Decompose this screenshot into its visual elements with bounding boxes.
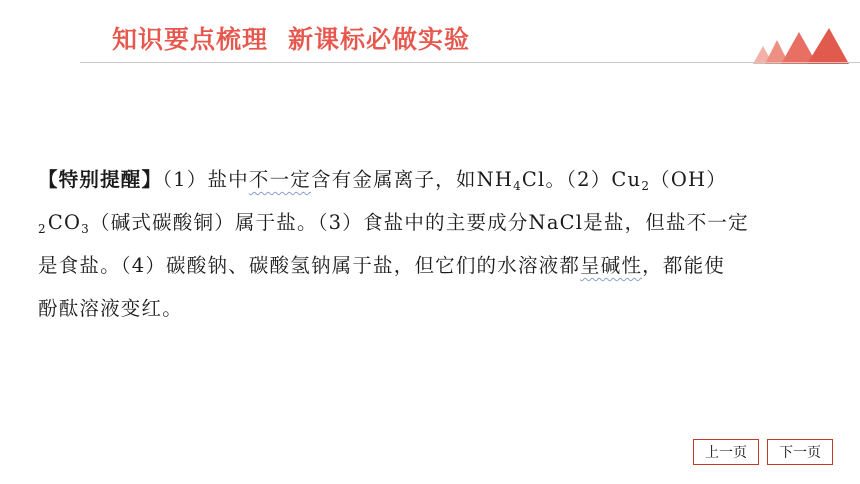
subscript: 3 <box>81 222 90 236</box>
header-divider <box>80 62 860 63</box>
text-segment: CO <box>47 211 82 234</box>
special-reminder-label: 【特别提醒】 <box>38 168 163 191</box>
emphasis-wavy: 不一定 <box>248 168 311 191</box>
text-segment: 酚酞溶液变红。 <box>38 297 183 320</box>
text-segment: （1）盐中 <box>162 168 249 191</box>
text-segment: （碱式碳酸铜）属于盐。（3）食盐中的主要成分NaCl是盐，但盐不一定 <box>90 211 749 234</box>
text-segment: Cl。（2）Cu <box>521 168 642 191</box>
next-page-button[interactable]: 下一页 <box>767 439 833 465</box>
subscript: 4 <box>513 179 522 193</box>
header-title-part2: 新课标必做实验 <box>288 25 471 54</box>
text-segment: ，都能使 <box>642 254 725 277</box>
text-line-1 <box>38 158 828 201</box>
header-title <box>112 20 470 56</box>
subscript: 2 <box>38 222 47 236</box>
text-segment: 含有金属离子，如NH <box>310 168 514 191</box>
text-segment: （OH） <box>650 168 727 191</box>
text-line-2 <box>38 201 828 244</box>
subscript: 2 <box>641 179 651 193</box>
prev-page-button[interactable]: 上一页 <box>693 439 759 465</box>
header-title-part1: 知识要点梳理 <box>112 25 269 54</box>
text-line-3 <box>38 244 828 287</box>
text-segment: 是食盐。（4）碳酸钠、碳酸氢钠属于盐，但它们的水溶液都 <box>38 254 581 277</box>
triangle-decoration-icon <box>745 22 849 64</box>
tip-paragraph <box>38 158 828 330</box>
text-line-4 <box>38 287 828 330</box>
emphasis-wavy: 呈碱性 <box>580 254 643 277</box>
